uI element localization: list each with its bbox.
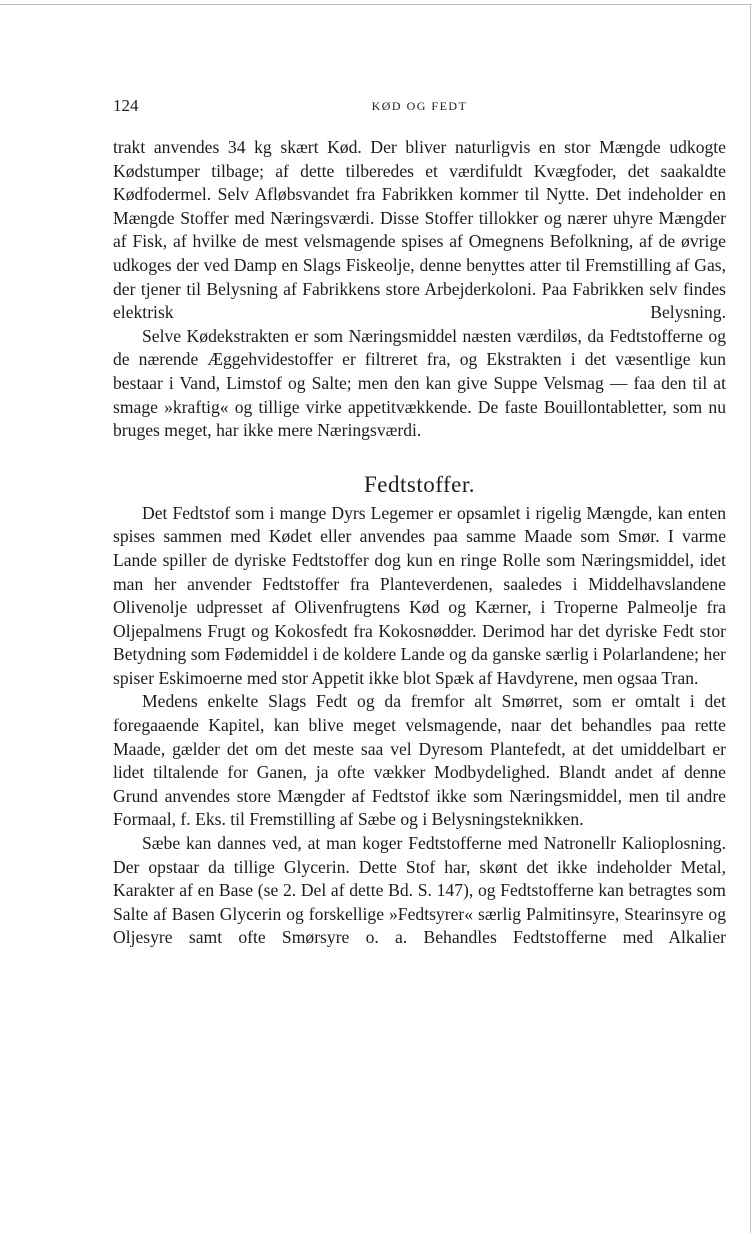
body-text — [113, 136, 726, 950]
page-edge-top — [0, 4, 752, 5]
paragraph-smorret: Medens enkelte Slags Fedt og da fremfor alt Smørret, som er omtalt i det foregaaende Kapitel, kan blive meget velsmagende, naar det behandles paa rette Maade, gælder det om det meste saa vel Dyresom Plantefedt, at det umiddelbart er lidet tiltalende for Ganen, ja ofte vækker Modbydelighed. Blandt andet af denne Grund anvendes store Mængder af Fedtstof ikke som Næringsmiddel, men til andre Formaal, f. Eks. til Fremstilling af Sæbe og i Belysningsteknikken. — [113, 691, 726, 830]
section-heading: Fedtstoffer. — [364, 471, 475, 497]
paragraph-saebe: Sæbe kan dannes ved, at man koger Fedtstofferne med Natronellr Kalioplosning. Der opstaar da tillige Glycerin. Dette Stof har, skønt det ikke indeholder Metal, Karakter af en Base (se 2. Del af dette Bd. S. 147), og Fedtstofferne kan betragtes som Salte af Basen Glycerin og forskellige »Fedtsyrer« særlig Palmitinsyre, Stearinsyre og Oljesyre samt ofte Smørsyre o. a. Behandles Fedtstofferne med Alkalier — [113, 833, 726, 948]
paragraph-kodekstrakt: Selve Kødekstrakten er som Næringsmiddel næsten værdiløs, da Fedtstofferne og de nærende Æggehvidestoffer er filtreret fra, og Ekstrakten i det væsentlige kun bestaar i Vand, Limstof og Salte; men den kan give Suppe Velsmag — faa den til at smage »kraftig« og tillige virke appetitvækkende. De faste Bouillontabletter, som nu bruges meget, har ikke mere Næringsværdi. — [113, 325, 726, 441]
running-title: KØD OG FEDT — [371, 99, 468, 113]
paragraph-continued: trakt anvendes 34 kg skært Kød. Der bliver naturligvis en stor Mængde udkogte Kødstumper tilbage; af dette tilberedes et værdifuldt Kvægfoder, det saakaldte Kødfodermel. Selv Afløbsvandet fra Fabrikken kommer til Nytte. Det indeholder en Mængde Stoffer med Næringsværdi. Disse Stoffer tillokker og nærer uhyre Mængder af Fisk, af hvilke de mest velsmagende spises af Omegnens Befolkning, af de øvrige udkoges der ved Damp en Slags Fiskeolje, denne benyttes atter til Fremstilling af Gas, der tjener til Belysning af Fabrikkens store Arbejderkoloni. Paa Fabrikken selv findes elektrisk Belysning. — [113, 137, 726, 323]
page-edge-right — [750, 4, 751, 1233]
paragraph-fedtstof: Det Fedtstof som i mange Dyrs Legemer er opsamlet i rigelig Mængde, kan enten spises sammen med Kødet eller anvendes paa samme Maade som Smør. I varme Lande spiller de dyriske Fedtstoffer dog kun en ringe Rolle som Næringsmiddel, idet man her anvender Fedtstoffer fra Planteverdenen, saaledes i Middelhavslandene Olivenolje udpresset af Olivenfrugtens Kød og Kærner, i Troperne Palmeolje fra Oljepalmens Frugt og Kokosfedt fra Kokosnødder. Derimod har det dyriske Fedt stor Betydning som Fødemiddel i de koldere Lande og da ganske særlig i Polarlandene; her spiser Eskimoerne med stor Appetit ikke blot Spæk af Havdyrene, men ogsaa Tran. — [113, 502, 726, 688]
page-number: 124 — [113, 96, 139, 115]
page-header — [113, 96, 726, 118]
